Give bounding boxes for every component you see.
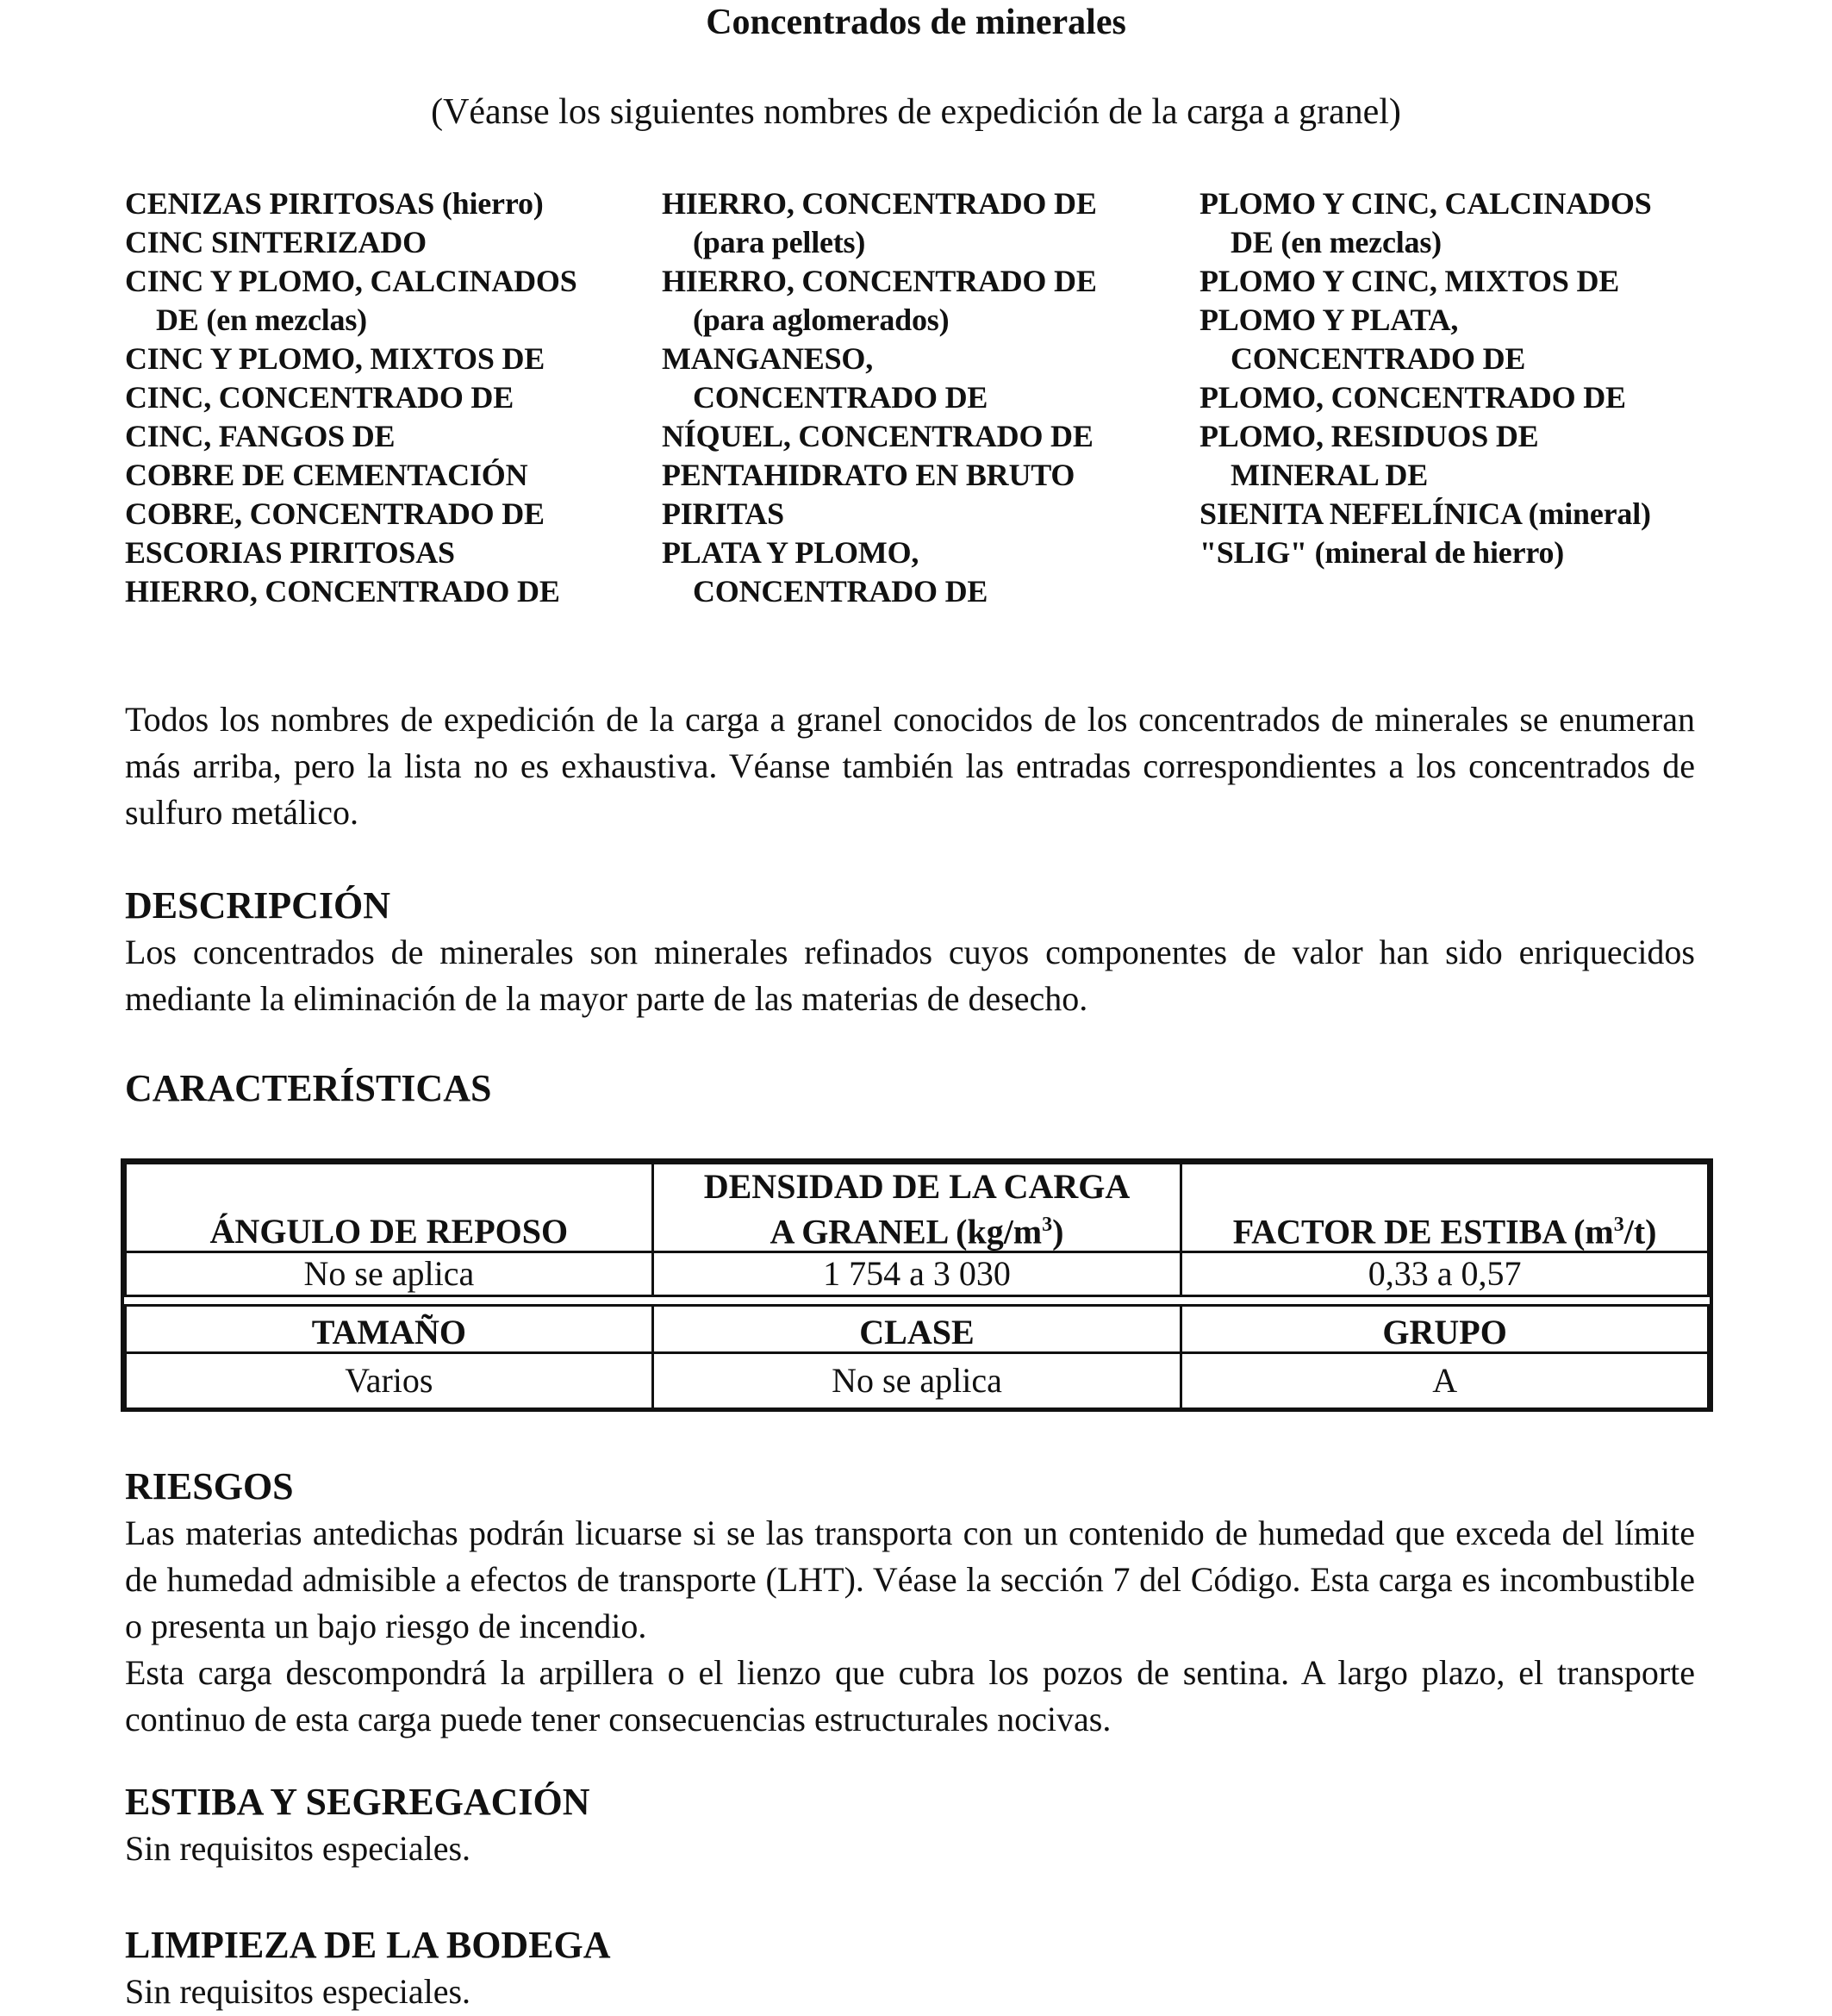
estiba-text: Sin requisitos especiales. (125, 1829, 471, 1868)
name-entry: PLOMO, CONCENTRADO DE (1200, 380, 1626, 415)
name-entry: COBRE DE CEMENTACIÓN (125, 458, 528, 492)
value-size: Varios (126, 1353, 653, 1409)
names-column-3 (1200, 184, 1717, 572)
page-subtitle: (Véanse los siguientes nombres de expedición de la carga a granel) (431, 92, 1401, 132)
name-entry: DE (en mezclas) (156, 303, 367, 337)
name-entry: CINC, FANGOS DE (125, 419, 396, 453)
characteristics-table (121, 1158, 1713, 1412)
names-column-1 (125, 184, 651, 611)
header-stowage-factor: FACTOR DE ESTIBA $(m^3/t)$ (1181, 1164, 1709, 1252)
name-entry: PLATA Y PLOMO, (662, 535, 919, 570)
name-entry: NÍQUEL, CONCENTRADO DE (662, 419, 1094, 453)
name-entry: HIERRO, CONCENTRADO DE (125, 574, 560, 609)
name-entry: (para pellets) (693, 225, 866, 259)
name-entry: CENIZAS PIRITOSAS (hierro) (125, 186, 544, 221)
name-entry: SIENITA NEFELÍNICA (mineral) (1200, 496, 1651, 531)
page-title: Concentrados de minerales (706, 3, 1126, 42)
name-entry: CINC Y PLOMO, CALCINADOS (125, 264, 577, 298)
riesgos-text-1: Las materias antedichas podrán licuarse si se las transporta con un contenido de humedad que exceda del límite de humedad admisible a efectos de transporte (LHT). Véase la sección 7 del Código. Esta carga es incombustible o presenta un bajo riesgo de incendio. (125, 1514, 1695, 1645)
name-entry: MANGANESO, (662, 341, 874, 376)
descripcion-text: Los concentrados de minerales son minerales refinados cuyos componentes de valor han sido enriquecidos mediante la eliminación de la mayor parte de las materias de desecho. (125, 933, 1695, 1018)
value-stowage-factor: 0,33 a 0,57 (1181, 1252, 1709, 1296)
name-entry: HIERRO, CONCENTRADO DE (662, 186, 1097, 221)
header-group: GRUPO (1181, 1306, 1709, 1353)
name-entry: CONCENTRADO DE (693, 574, 988, 609)
header-angle: ÁNGULO DE REPOSO (126, 1164, 653, 1252)
descripcion-heading: DESCRIPCIÓN (125, 884, 391, 927)
header-class: CLASE (652, 1306, 1181, 1353)
name-entry: MINERAL DE (1231, 458, 1429, 492)
caracteristicas-heading: CARACTERÍSTICAS (125, 1067, 492, 1109)
shipping-names-list (125, 184, 1710, 633)
name-entry: CINC, CONCENTRADO DE (125, 380, 514, 415)
name-entry: PIRITAS (662, 496, 784, 531)
name-entry: CONCENTRADO DE (1231, 341, 1526, 376)
name-entry: PLOMO Y CINC, MIXTOS DE (1200, 264, 1620, 298)
header-density: DENSIDAD DE LA CARGA A GRANEL $(kg/m^3)$ (652, 1164, 1181, 1252)
name-entry: PLOMO Y CINC, CALCINADOS (1200, 186, 1652, 221)
name-entry: PLOMO, RESIDUOS DE (1200, 419, 1539, 453)
name-entry: "SLIG" (mineral de hierro) (1200, 535, 1565, 570)
riesgos-text-2: Esta carga descompondrá la arpillera o el lienzo que cubra los pozos de sentina. A largo plazo, el transporte continuo de esta carga puede tener consecuencias estructurales nocivas. (125, 1653, 1695, 1738)
name-entry: ESCORIAS PIRITOSAS (125, 535, 455, 570)
estiba-heading: ESTIBA Y SEGREGACIÓN (125, 1781, 590, 1823)
list-note: Todos los nombres de expedición de la carga a granel conocidos de los concentrados de minerales se enumeran más arriba, pero la lista no es exhaustiva. Véanse también las entradas correspondientes a los concentrados de sulfuro metálico. (125, 700, 1695, 832)
name-entry: CINC SINTERIZADO (125, 225, 427, 259)
name-entry: CONCENTRADO DE (693, 380, 988, 415)
name-entry: PLOMO Y PLATA, (1200, 303, 1459, 337)
value-class: No se aplica (652, 1353, 1181, 1409)
name-entry: COBRE, CONCENTRADO DE (125, 496, 545, 531)
name-entry: HIERRO, CONCENTRADO DE (662, 264, 1097, 298)
limpieza-heading: LIMPIEZA DE LA BODEGA (125, 1924, 611, 1966)
names-column-2 (662, 184, 1179, 611)
value-density: 1 754 a 3 030 (652, 1252, 1181, 1296)
header-size: TAMAÑO (126, 1306, 653, 1353)
limpieza-text: Sin requisitos especiales. (125, 1972, 471, 2011)
name-entry: (para aglomerados) (693, 303, 950, 337)
name-entry: PENTAHIDRATO EN BRUTO (662, 458, 1075, 492)
value-group: A (1181, 1353, 1709, 1409)
name-entry: CINC Y PLOMO, MIXTOS DE (125, 341, 545, 376)
riesgos-heading: RIESGOS (125, 1465, 294, 1507)
value-angle: No se aplica (126, 1252, 653, 1296)
table-separator (126, 1296, 1709, 1306)
name-entry: DE (en mezclas) (1231, 225, 1442, 259)
